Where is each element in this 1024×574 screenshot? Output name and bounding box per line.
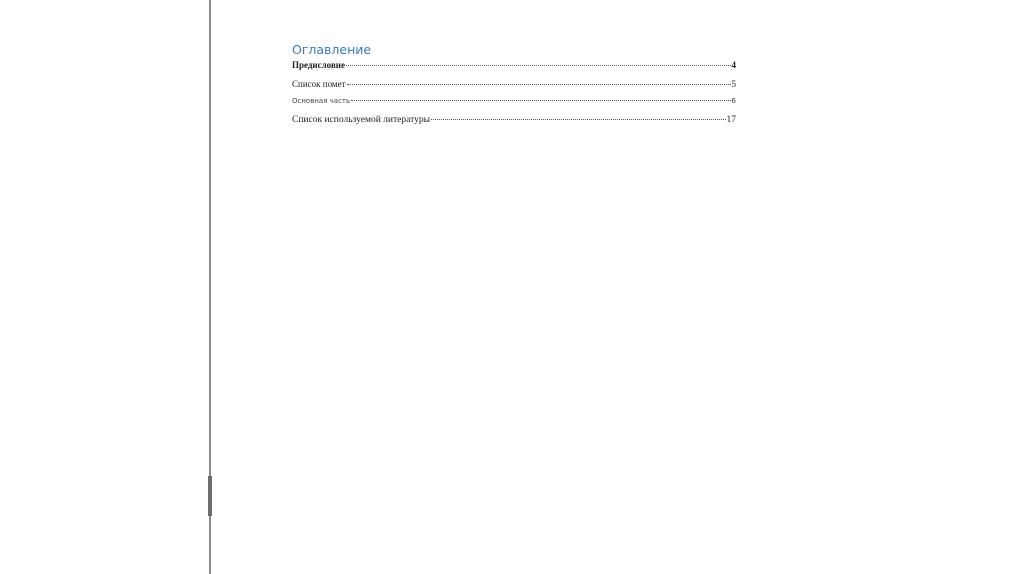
document-page: [213, 0, 1024, 574]
toc-entry-label: Основная часть: [292, 97, 351, 105]
toc-entry-page: 6: [731, 97, 736, 105]
scroll-position-marker[interactable]: [208, 476, 212, 516]
toc-heading: Оглавление: [292, 42, 372, 57]
toc-entry-marks-list[interactable]: [292, 79, 736, 91]
toc-dot-leader: [346, 65, 731, 66]
toc-dot-leader: [347, 84, 731, 85]
toc-entry-page: 4: [731, 60, 736, 70]
toc-entry-label: Список используемой литературы: [292, 115, 430, 125]
toc-entry-references[interactable]: [292, 115, 736, 127]
table-of-contents: [292, 42, 736, 127]
toc-entry-page: 5: [731, 79, 736, 89]
toc-entry-label: Предисловие: [292, 60, 345, 70]
toc-entry-main-part[interactable]: [292, 97, 736, 109]
toc-dot-leader: [431, 119, 726, 120]
toc-entry-label: Список помет: [292, 79, 346, 89]
toc-entry-page: 17: [726, 115, 736, 125]
toc-entry-preface[interactable]: [292, 60, 736, 72]
toc-dot-leader: [351, 100, 730, 101]
